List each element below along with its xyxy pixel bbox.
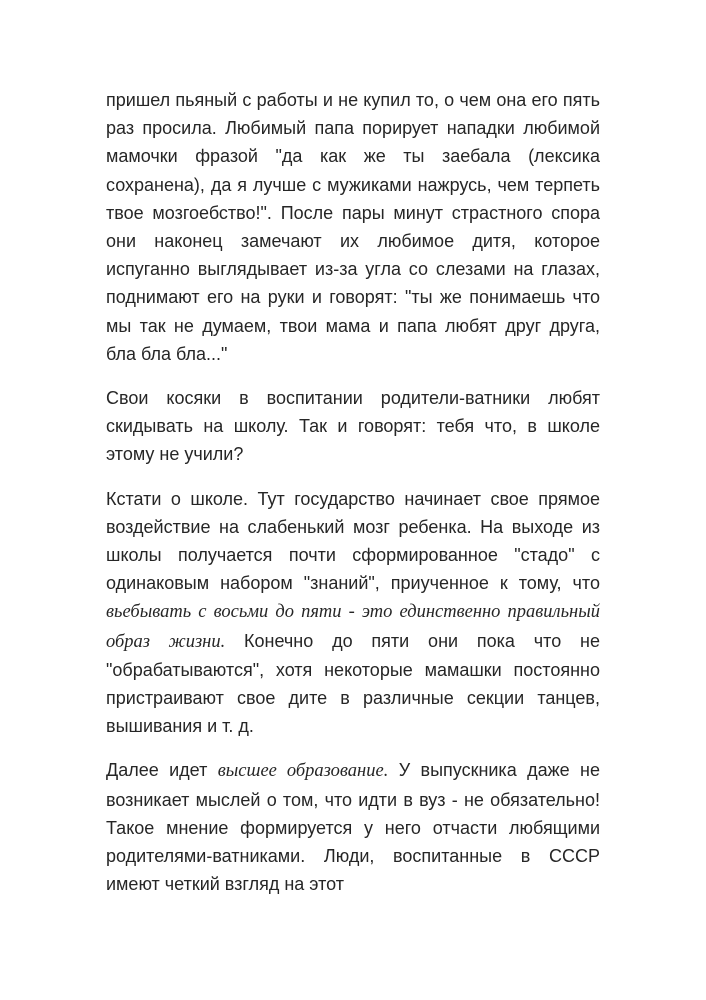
paragraph-text: Свои косяки в воспитании родители-ватники любят скидывать на школу. Так и говорят: тебя что, в школе этому не учили?	[106, 388, 600, 465]
italic-emphasis: высшее образование.	[217, 761, 389, 782]
paragraph-4	[106, 756, 600, 898]
paragraph-text: Кстати о школе. Тут государство начинает свое прямое воздействие на слабенький мозг ребенка. На выходе из школы получается почти сформированное "стадо" с одинаковым набором "знаний", приученное к тому, что	[106, 488, 600, 594]
paragraph-3	[106, 485, 600, 741]
italic-emphasis: вьебывать с восьми до пяти - это единственно правильный образ жизни.	[106, 602, 600, 652]
document-page	[106, 86, 600, 914]
paragraph-1	[106, 86, 600, 368]
paragraph-2	[106, 384, 600, 469]
paragraph-text: Далее идет	[106, 760, 218, 781]
paragraph-text: У выпускника даже не возникает мыслей о том, что идти в вуз - не обязательно! Такое мнение формируется у него отчасти любящими родителями-ватниками. Люди, воспитанные в СССР имеют четкий взгляд на этот	[106, 760, 600, 895]
paragraph-text: пришел пьяный с работы и не купил то, о чем она его пять раз просила. Любимый папа порирует нападки любимой мамочки фразой "да как же ты заебала (лексика сохранена), да я лучше с мужиками нажрусь, чем терпеть твое мозгоебство!". После пары минут страстного спора они наконец замечают их любимое дитя, которое испуганно выглядывает из-за угла со слезами на глазах, поднимают его на руки и говорят: "ты же понимаешь что мы так не думаем, твои мама и папа любят друг друга, бла бла бла..."	[106, 90, 600, 364]
paragraph-text: Конечно до пяти они пока что не "обрабатываются", хотя некоторые мамашки постоянно пристраивают свое дите в различные секции танцев, вышивания и т. д.	[106, 630, 600, 737]
